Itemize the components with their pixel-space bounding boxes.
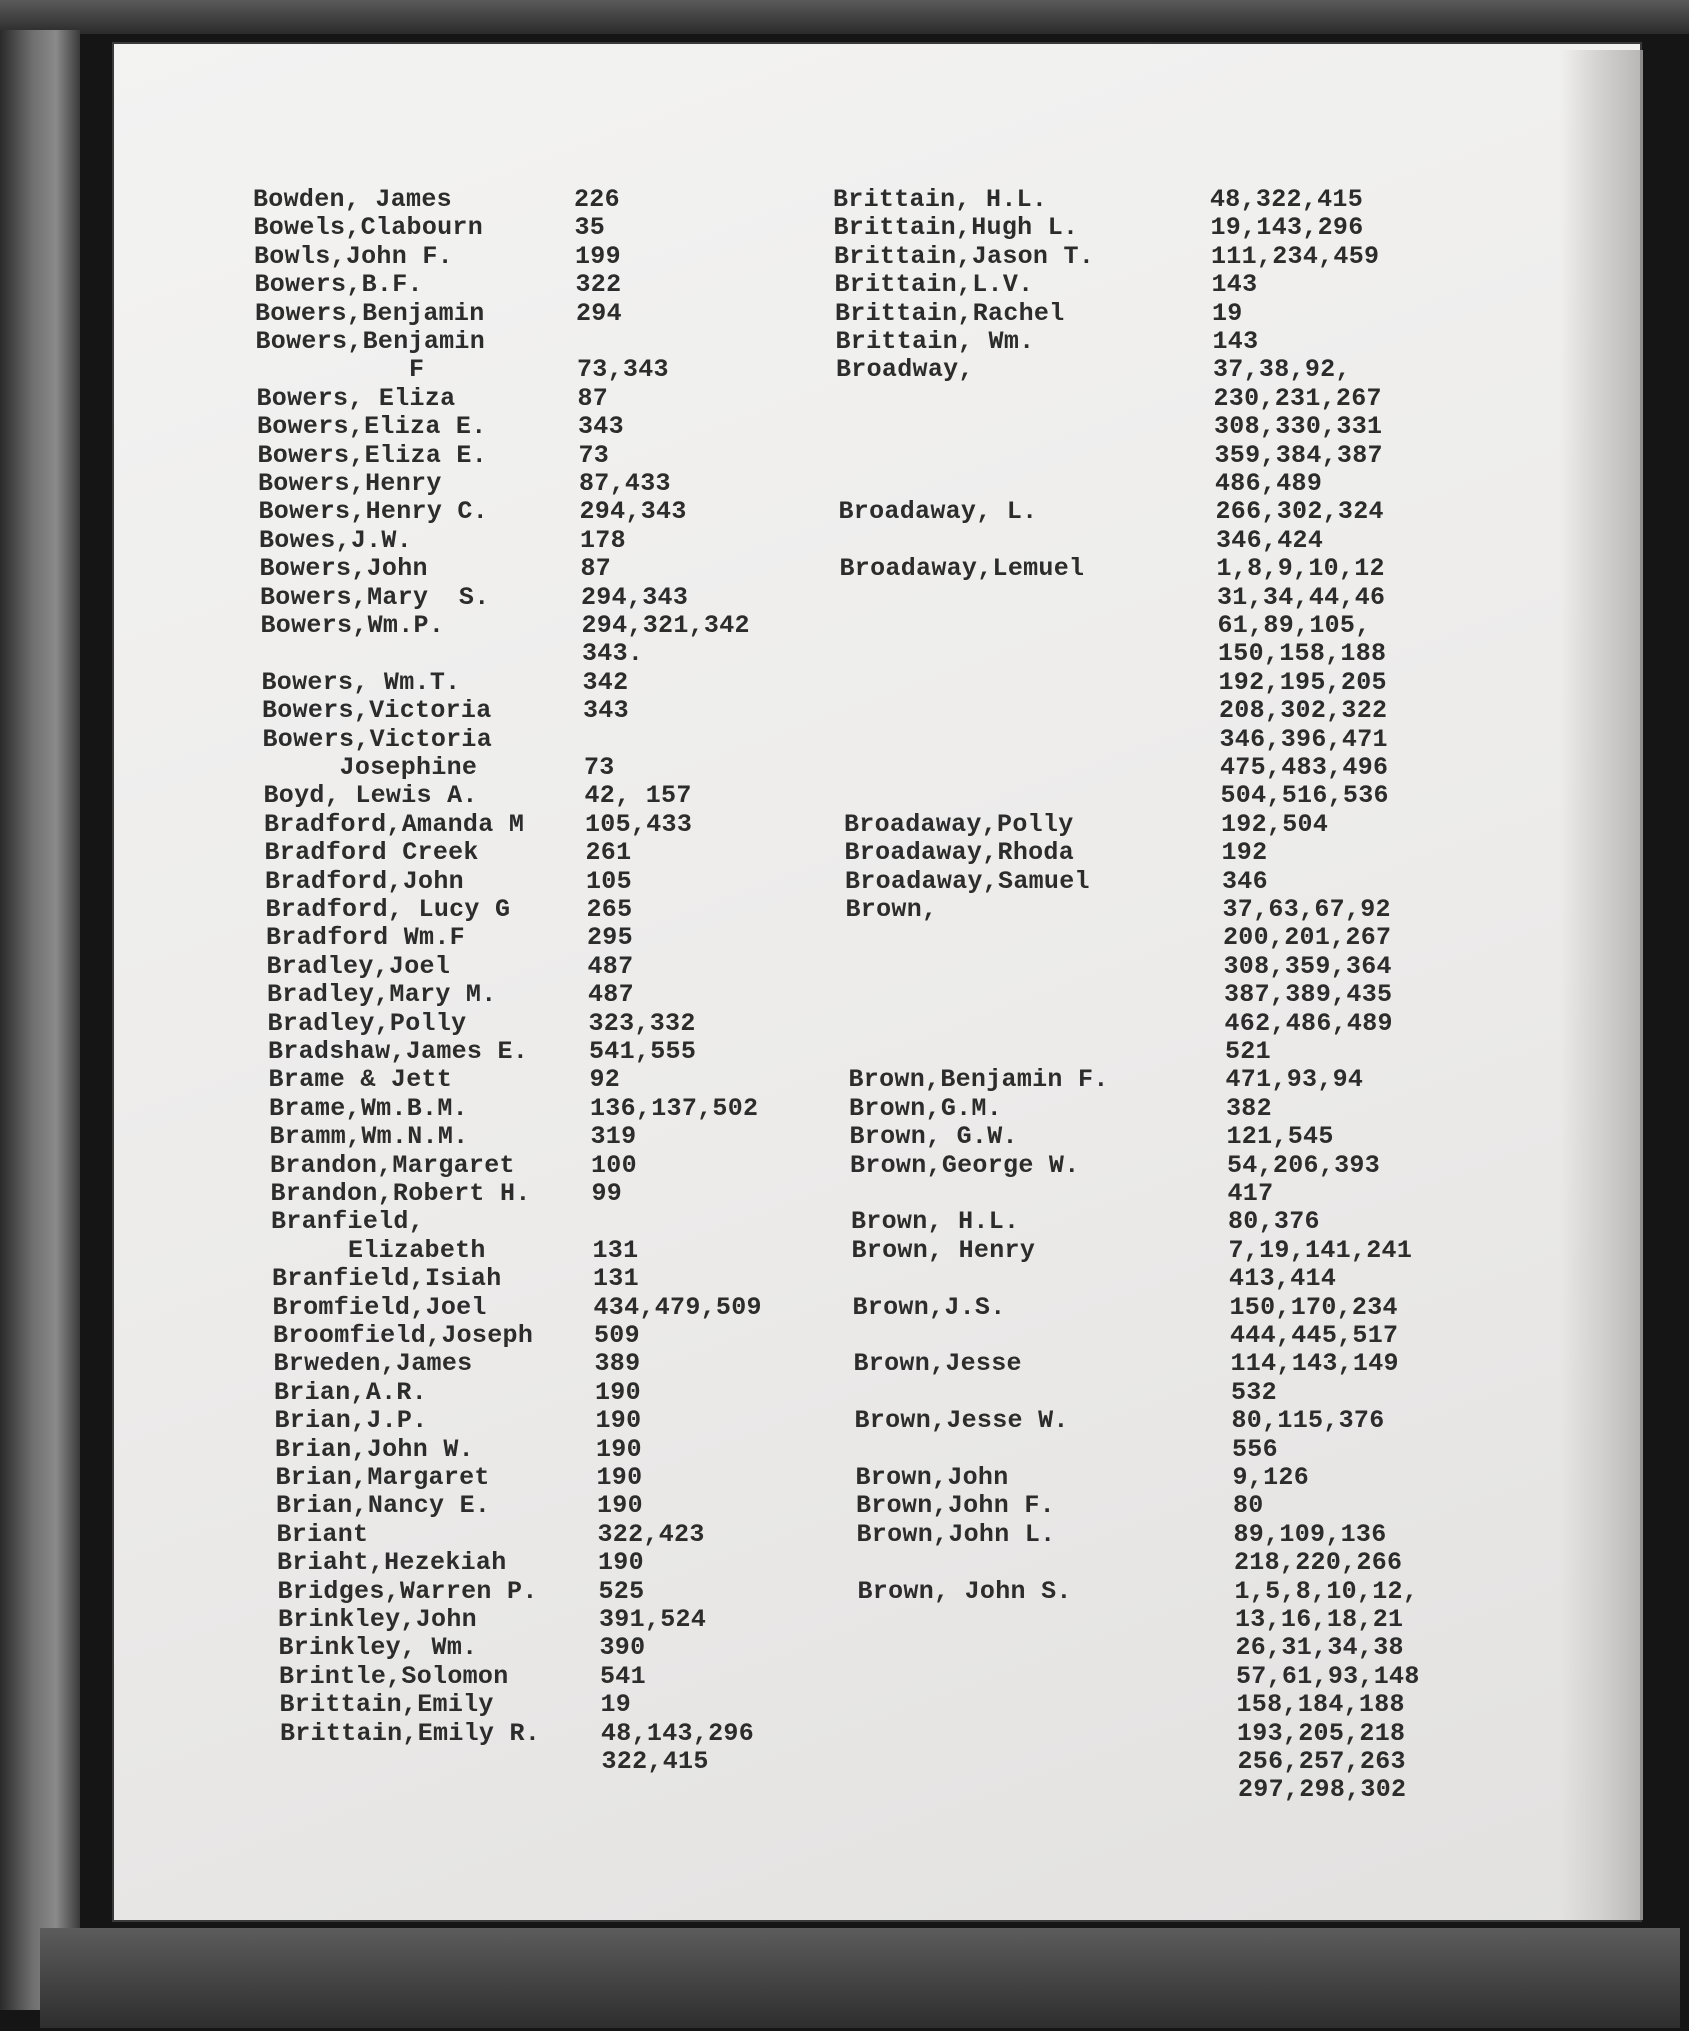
entry-pages: 417 (1227, 1179, 1274, 1208)
entry-pages: 487 (587, 951, 634, 981)
entry-name: Bradley,Joel (266, 951, 451, 981)
entry-pages: 190 (595, 1377, 641, 1407)
entry-pages: 13,16,18,21 (1235, 1605, 1404, 1634)
entry-pages: 346,396,471 (1219, 724, 1388, 754)
entry-pages: 92 (589, 1065, 621, 1095)
entry-pages: 190 (597, 1491, 643, 1521)
entry-pages: 131 (592, 1235, 639, 1265)
entry-name: Brinkley,John (278, 1605, 477, 1634)
entry-pages: 541,555 (589, 1037, 697, 1066)
entry-pages: 192,504 (1221, 809, 1329, 839)
entry-name: Brown,Benjamin F. (848, 1065, 1109, 1095)
entry-name: Brame,Wm.B.M. (269, 1093, 468, 1123)
entry-name: Bradford Wm.F (266, 923, 465, 953)
entry-name: Bowers,Mary S. (260, 582, 490, 612)
entry-name: Brittain, H.L. (833, 185, 1048, 214)
entry-pages: 295 (587, 923, 633, 953)
entry-pages: 19,143,296 (1210, 213, 1364, 243)
entry-name: Broadaway,Rhoda (844, 838, 1075, 868)
entry-pages: 294,343 (579, 497, 687, 527)
entry-pages: 319 (590, 1122, 637, 1152)
entry-pages: 80 (1233, 1491, 1264, 1521)
entry-pages: 158,184,188 (1236, 1690, 1405, 1720)
entry-pages: 308,359,364 (1223, 951, 1392, 981)
entry-name: Brian,Margaret (275, 1463, 490, 1492)
entry-pages: 342 (582, 667, 629, 697)
entry-pages: 322,423 (597, 1519, 705, 1549)
entry-pages: 486,489 (1215, 469, 1323, 498)
entry-name: Bradford,John (265, 866, 464, 896)
entry-pages: 346,424 (1216, 525, 1324, 555)
entry-pages: 556 (1232, 1434, 1278, 1464)
entry-pages: 143 (1211, 270, 1258, 300)
entry-pages: 42, 157 (584, 781, 692, 811)
entry-name: Elizabeth (271, 1235, 486, 1265)
entry-pages: 136,137,502 (590, 1093, 759, 1123)
entry-name: Brittain,Jason T. (834, 241, 1095, 271)
entry-name: Bramm,Wm.N.M. (269, 1122, 469, 1152)
entry-name: Bradford, Lucy G (265, 895, 511, 924)
entry-pages: 178 (580, 525, 626, 555)
entry-name: Brian,A.R. (274, 1377, 428, 1407)
entry-pages: 322 (575, 270, 622, 300)
entry-pages: 150,170,234 (1229, 1292, 1398, 1322)
entry-name: Bradley,Polly (267, 1008, 467, 1038)
entry-name: Brown,George W. (850, 1150, 1080, 1180)
entry-name: Bowers,B.F. (254, 270, 423, 300)
entry-pages: 487 (588, 980, 634, 1010)
entry-pages: 297,298,302 (1238, 1775, 1407, 1805)
entry-pages: 99 (591, 1179, 623, 1208)
entry-name: Bradley,Mary M. (267, 980, 497, 1010)
entry-name: Branfield,Isiah (272, 1264, 502, 1294)
entry-name: Brown,John (855, 1463, 1009, 1492)
entry-pages: 111,234,459 (1211, 241, 1380, 271)
entry-name: Brown,Jesse W. (854, 1406, 1069, 1436)
entry-pages: 200,201,267 (1223, 923, 1392, 953)
entry-name: Boyd, Lewis A. (263, 781, 478, 811)
entry-pages: 87,433 (579, 469, 671, 498)
entry-pages: 346 (1222, 866, 1268, 896)
entry-pages: 192 (1221, 838, 1268, 868)
entry-pages: 382 (1226, 1093, 1272, 1123)
entry-name: Brown,J.S. (852, 1292, 1006, 1322)
entry-pages: 89,109,136 (1233, 1519, 1387, 1549)
entry-name: Brown,G.M. (849, 1093, 1003, 1123)
entry-name: Brown, (845, 895, 938, 924)
entry-name: Bowden, James (253, 185, 452, 214)
entry-name: Brame & Jett (268, 1065, 453, 1095)
entry-name: Bromfield,Joel (272, 1292, 487, 1322)
entry-pages: 322,415 (601, 1747, 709, 1776)
entry-pages: 114,143,149 (1230, 1349, 1399, 1379)
entry-name: Broadaway, L. (838, 497, 1038, 527)
entry-pages: 61,89,105, (1217, 611, 1371, 640)
entry-pages: 434,479,509 (593, 1292, 762, 1322)
entry-pages: 525 (598, 1576, 645, 1606)
entry-pages: 462,486,489 (1224, 1008, 1393, 1038)
entry-pages: 387,389,435 (1224, 980, 1393, 1010)
entry-pages: 9,126 (1232, 1463, 1310, 1492)
entry-name: Briant (276, 1519, 369, 1549)
entry-pages: 323,332 (588, 1008, 696, 1038)
entry-pages: 265 (586, 895, 633, 924)
entry-pages: 7,19,141,241 (1228, 1235, 1413, 1265)
entry-pages: 218,220,266 (1234, 1548, 1403, 1578)
entry-name: Bowers, Eliza (256, 383, 456, 413)
entry-name: Bowers,Benjamin (255, 298, 485, 328)
entry-pages: 359,384,387 (1214, 440, 1383, 470)
entry-name: Brweden,James (273, 1349, 473, 1379)
entry-name: Bowers,Eliza E. (257, 412, 487, 442)
entry-name: Brian,J.P. (274, 1406, 428, 1436)
entry-name: Brown,Jesse (853, 1349, 1022, 1379)
entry-pages: 57,61,93,148 (1236, 1661, 1420, 1691)
entry-pages: 294,321,342 (581, 611, 750, 640)
entry-name: Broomfield,Joseph (273, 1321, 534, 1350)
binder-top-edge (0, 0, 1689, 34)
entry-pages: 413,414 (1229, 1264, 1337, 1294)
entry-pages: 190 (596, 1463, 643, 1492)
entry-pages: 31,34,44,46 (1217, 582, 1386, 612)
entry-name: Brinkley, Wm. (278, 1633, 478, 1663)
entry-name: Bowers,Victoria (262, 724, 493, 754)
entry-pages: 193,205,218 (1237, 1718, 1406, 1748)
entry-name: Brittain,Emily (279, 1690, 494, 1720)
entry-pages: 343 (578, 412, 624, 442)
entry-pages: 541 (600, 1661, 646, 1691)
entry-name: Brintle,Solomon (279, 1661, 509, 1691)
binder-spine (0, 30, 80, 2010)
entry-name: Broadaway,Polly (844, 809, 1074, 839)
entry-name: Brittain,Emily R. (280, 1718, 541, 1748)
entry-pages: 208,302,322 (1219, 696, 1388, 726)
page-edge-curl (1560, 50, 1643, 1920)
entry-name: Broadaway,Samuel (845, 866, 1090, 896)
entry-name: Bowers,Henry (258, 469, 442, 498)
entry-name: Bradford,Amanda M (264, 809, 525, 839)
entry-name: Bridges,Warren P. (277, 1576, 538, 1606)
entry-pages: 343. (582, 639, 644, 669)
entry-name: Bowers,Benjamin (255, 327, 486, 356)
entry-pages: 521 (1225, 1037, 1271, 1066)
entry-pages: 121,545 (1226, 1122, 1334, 1152)
entry-name: Branfield, (271, 1207, 425, 1237)
entry-name: Bradford Creek (264, 838, 479, 868)
entry-pages: 308,330,331 (1214, 412, 1383, 442)
entry-pages: 87 (577, 383, 609, 413)
entry-name: Brittain,L.V. (834, 270, 1034, 300)
entry-pages: 390 (599, 1633, 646, 1663)
entry-pages: 471,93,94 (1225, 1065, 1364, 1095)
entry-name: Bowers,Henry C. (258, 497, 489, 527)
entry-name: Brittain,Rachel (835, 298, 1065, 328)
entry-pages: 192,195,205 (1218, 667, 1387, 697)
entry-pages: 87 (580, 554, 612, 584)
entry-pages: 343 (583, 696, 629, 726)
entry-pages: 256,257,263 (1237, 1747, 1406, 1776)
entry-pages: 19 (600, 1690, 632, 1720)
entry-pages: 475,483,496 (1220, 753, 1389, 782)
entry-pages: 48,322,415 (1210, 185, 1364, 214)
entry-pages: 35 (574, 213, 606, 243)
entry-name: Bowers,Wm.P. (260, 611, 445, 640)
entry-pages: 1,8,9,10,12 (1216, 554, 1385, 584)
entry-pages: 100 (591, 1150, 637, 1180)
entry-pages: 199 (575, 241, 621, 271)
entry-pages: 1,5,8,10,12, (1234, 1576, 1419, 1606)
entry-name: Brandon,Margaret (270, 1150, 515, 1180)
entry-pages: 80,115,376 (1231, 1406, 1385, 1436)
entry-pages: 294,343 (581, 582, 689, 612)
entry-name: Brown, G.W. (849, 1122, 1018, 1152)
entry-name: Bowls,John F. (254, 241, 453, 271)
entry-name: Bowers,Victoria (262, 696, 492, 726)
entry-pages: 105,433 (585, 809, 693, 839)
entry-pages: 532 (1231, 1377, 1277, 1407)
entry-pages: 48,143,296 (601, 1718, 755, 1748)
entry-pages: 190 (595, 1406, 642, 1436)
entry-name: Brian,John W. (275, 1434, 474, 1464)
entry-pages: 80,376 (1228, 1207, 1320, 1237)
entry-pages: 26,31,34,38 (1235, 1633, 1404, 1663)
entry-name: Brown, Henry (851, 1235, 1036, 1265)
entry-pages: 226 (574, 185, 620, 214)
entry-pages: 105 (586, 866, 632, 896)
entry-pages: 389 (594, 1349, 641, 1379)
entry-pages: 73,343 (577, 355, 669, 385)
entry-name: Broadaway,Lemuel (839, 554, 1085, 584)
entry-name: Broadway, (836, 355, 974, 385)
entry-name: Bowers, Wm.T. (261, 667, 461, 697)
entry-name: Brittain, Wm. (835, 327, 1035, 356)
entry-pages: 391,524 (599, 1605, 707, 1634)
entry-name: Brian,Nancy E. (276, 1491, 491, 1521)
entry-pages: 143 (1212, 327, 1259, 356)
entry-pages: 504,516,536 (1220, 781, 1389, 811)
entry-pages: 19 (1212, 298, 1243, 328)
entry-pages: 150,158,188 (1218, 639, 1387, 669)
entry-name: Brandon,Robert H. (270, 1179, 531, 1208)
entry-name: Bowes,J.W. (259, 525, 413, 555)
entry-name: Bowers,Eliza E. (257, 440, 488, 470)
entry-name: Brown,John L. (856, 1519, 1056, 1549)
entry-pages: 131 (593, 1264, 639, 1294)
entry-name: Josephine (263, 753, 478, 782)
entry-pages: 294 (576, 298, 622, 328)
entry-pages: 230,231,267 (1213, 383, 1382, 413)
entry-name: Brittain,Hugh L. (833, 213, 1079, 243)
entry-pages: 266,302,324 (1215, 497, 1384, 527)
entry-name: Briaht,Hezekiah (277, 1548, 507, 1578)
entry-pages: 190 (596, 1434, 642, 1464)
entry-name: F (256, 355, 425, 385)
entry-pages: 261 (585, 838, 632, 868)
entry-name: Brown, John S. (857, 1576, 1072, 1606)
entry-name: Bowels,Clabourn (253, 213, 484, 243)
entry-pages: 54,206,393 (1227, 1150, 1381, 1180)
entry-pages: 509 (594, 1321, 640, 1350)
binder-bottom-edge (40, 1928, 1680, 2028)
entry-pages: 37,63,67,92 (1222, 895, 1391, 924)
entry-name: Brown, H.L. (851, 1207, 1020, 1237)
entry-name: Bowers,John (259, 554, 428, 584)
entry-name: Brown,John F. (856, 1491, 1055, 1521)
entry-pages: 73 (584, 753, 615, 782)
entry-pages: 190 (598, 1548, 644, 1578)
entry-pages: 444,445,517 (1230, 1321, 1399, 1350)
entry-pages: 37,38,92, (1213, 355, 1351, 385)
entry-name: Bradshaw,James E. (268, 1037, 529, 1066)
entry-pages: 73 (578, 440, 610, 470)
